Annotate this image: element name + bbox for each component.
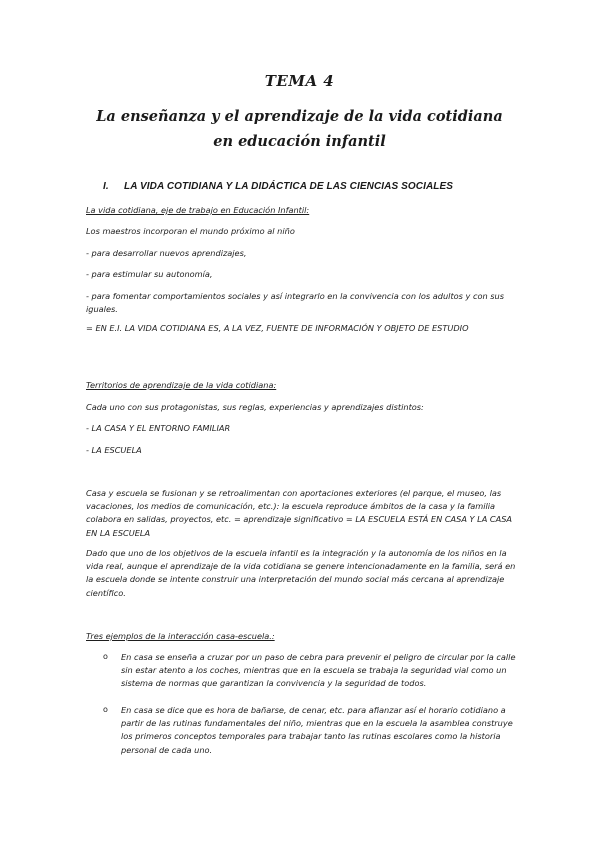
- section-heading: [103, 181, 453, 192]
- paragraph: Los maestros incorporan el mundo próximo al niño: [86, 226, 295, 236]
- list-item: En casa se enseña a cruzar por un paso de cebra para prevenir el peligro de circular por la calle sin estar atento a los coches, mientras que en la escuela se trabaja la seguridad vial como un sistema de normas que garantizan la convivencia y la seguridad de todos.: [121, 652, 516, 689]
- subheading-daily-life: La vida cotidiana, eje de trabajo en Educación Infantil:: [86, 205, 310, 215]
- list-item: - LA CASA Y EL ENTORNO FAMILIAR: [86, 423, 231, 433]
- document-title-line-2: en educación infantil: [213, 133, 386, 150]
- list-item: - para fomentar comportamientos sociales y así integrarlo en la convivencia con los adultos y con sus iguales.: [86, 291, 505, 315]
- section-title: LA VIDA COTIDIANA Y LA DIDÁCTICA DE LAS CIENCIAS SOCIALES: [124, 181, 454, 192]
- list-item: - LA ESCUELA: [86, 445, 142, 455]
- subheading-examples: Tres ejemplos de la interacción casa-escuela.:: [86, 631, 275, 641]
- paragraph: Cada uno con sus protagonistas, sus reglas, experiencias y aprendizajes distintos:: [86, 402, 424, 412]
- unit-heading: TEMA 4: [264, 72, 335, 90]
- bullet-icon: o: [103, 705, 108, 714]
- document-title-line-1: La enseñanza y el aprendizaje de la vida cotidiana: [96, 108, 503, 125]
- bullet-icon: o: [103, 652, 108, 661]
- list-item: En casa se dice que es hora de bañarse, de cenar, etc. para afianzar así el horario cotidiano a partir de las rutinas fundamentales del niño, mientras que en la escuela la asamblea construye los primeros conceptos temporales para trabajar tanto las rutinas escolares como la historia personal de cada uno.: [121, 705, 513, 755]
- subheading-territories: Territorios de aprendizaje de la vida cotidiana:: [86, 380, 277, 390]
- list-item: - para desarrollar nuevos aprendizajes,: [86, 248, 247, 258]
- paragraph: Dado que uno de los objetivos de la escuela infantil es la integración y la autonomía de los niños en la vida real, aunque el aprendizaje de la vida cotidiana se genere intencionadamente en la familia, será en la escuela donde se intente construir una interpretación del mundo social más cercana al aprendizaje científico.: [86, 548, 516, 598]
- paragraph: Casa y escuela se fusionan y se retroalimentan con aportaciones exteriores (el parque, el museo, las vacaciones, los medios de comunicación, etc.): la escuela reproduce ámbitos de la casa y la familia colabora en salidas, proyectos, etc. = aprendizaje significativo = LA ESCUELA ESTÁ EN CASA Y LA CASA EN LA ESCUELA: [86, 488, 513, 538]
- conclusion-statement: = EN E.I. LA VIDA COTIDIANA ES, A LA VEZ, FUENTE DE INFORMACIÓN Y OBJETO DE ESTUDIO: [86, 323, 469, 333]
- list-item: - para estimular su autonomía,: [86, 269, 213, 279]
- section-number: I.: [103, 181, 109, 192]
